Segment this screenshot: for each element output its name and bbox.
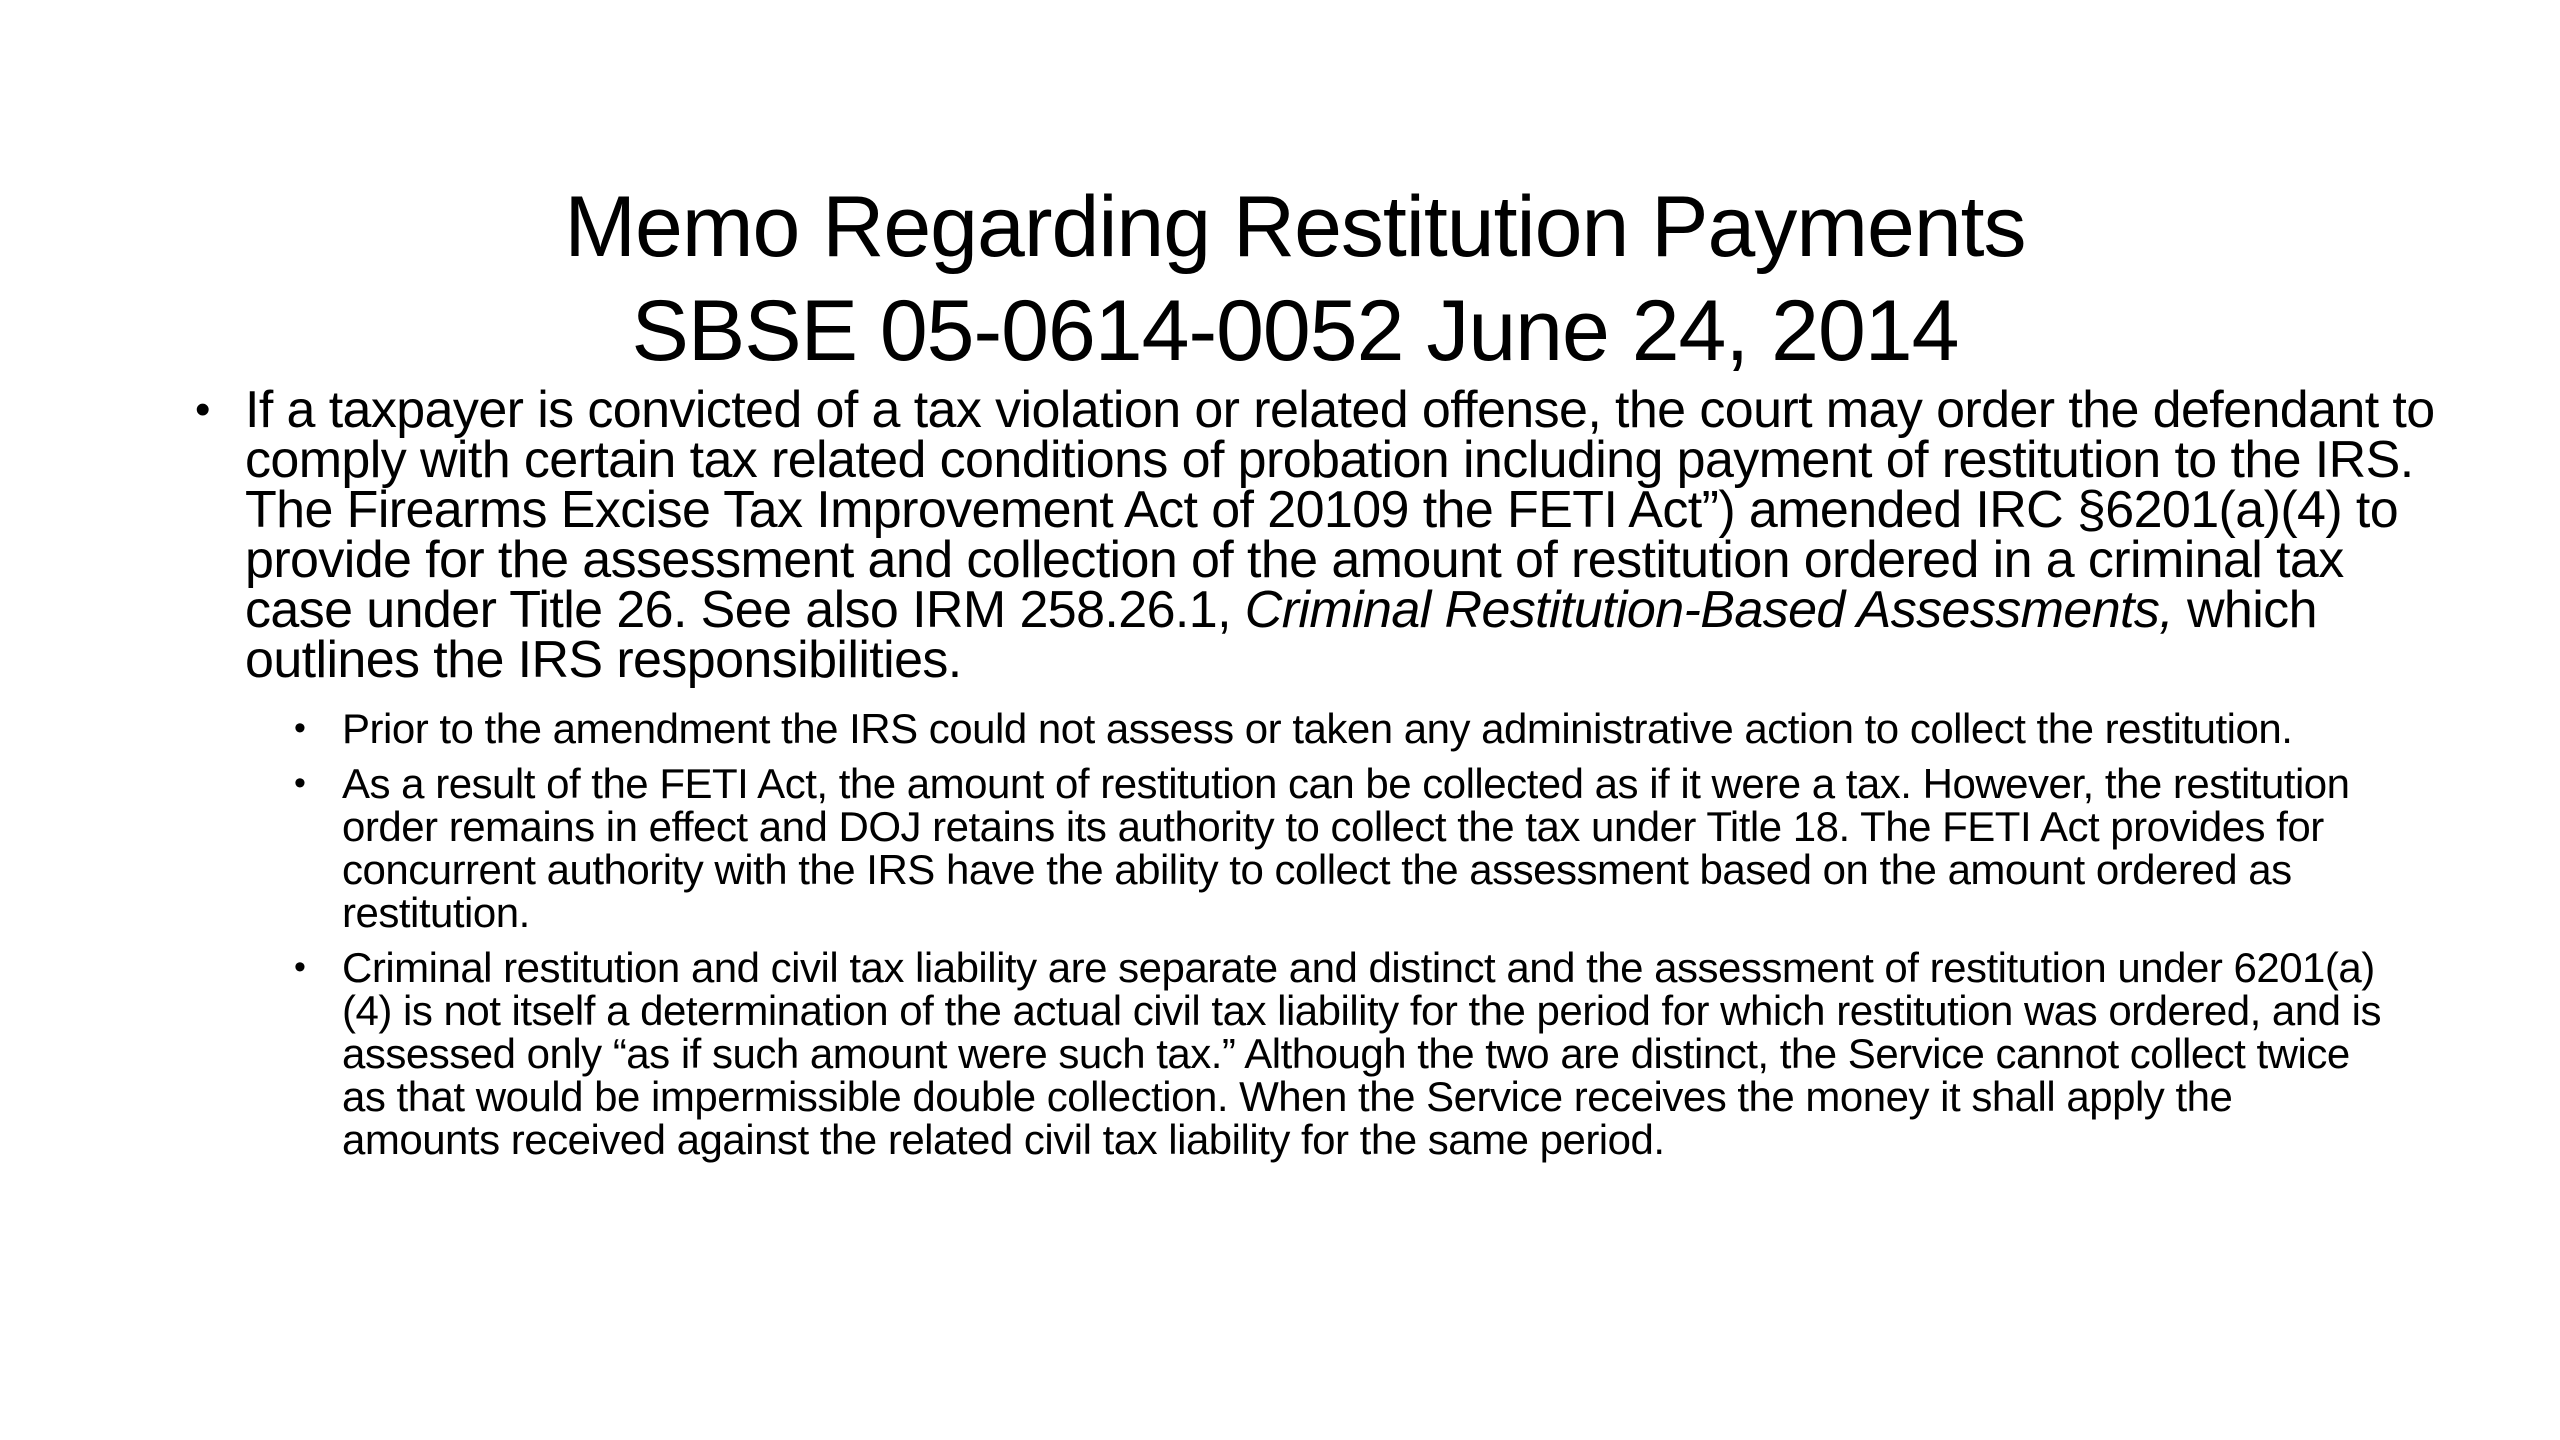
sub-bullet-3 bbox=[294, 944, 2382, 1163]
main-bullet-text: If a taxpayer is convicted of a tax violation or related offense, the court may order the defendant to comply with certain tax related conditions of probation including payment of restitution to the IRS. The Firearms Excise Tax Improvement Act of 20109 the FETI Act”) amended IRC §6201(a)(4) to provide for the assessment and collection of the amount of restitution ordered in a criminal tax case under Title 26. See also IRM 258.26.1, bbox=[245, 381, 2435, 639]
sub-bullet-text: As a result of the FETI Act, the amount of restitution can be collected as if it were a tax. However, the restitution order remains in effect and DOJ retains its authority to collect the tax under Title 18. The FETI Act provides for concurrent authority with the IRS have the ability to collect the assessment based on the amount ordered as restitution. bbox=[342, 760, 2350, 936]
sub-bullet-1 bbox=[294, 705, 2382, 752]
title-line-1: Memo Regarding Restitution Payments bbox=[564, 179, 2026, 275]
bullet-icon: • bbox=[294, 764, 306, 802]
main-bullet-text-end: which outlines the IRS responsibilities. bbox=[245, 581, 2317, 689]
main-bullet bbox=[195, 381, 2445, 689]
slide-body bbox=[0, 381, 2560, 1163]
bullet-icon: • bbox=[294, 948, 306, 986]
main-bullet-italic-title: Criminal Restitution-Based Assessments, bbox=[1244, 581, 2174, 639]
sub-bullet-text: Criminal restitution and civil tax liability are separate and distinct and the assessment of restitution under 6201(a)(4) is not itself a determination of the actual civil tax liability for the period for which restitution was ordered, and is assessed only “as if such amount were such tax.” Although the two are distinct, the Service cannot collect twice as that would be impermissible double collection. When the Service receives the money it shall apply the amounts received against the related civil tax liability for the same period. bbox=[342, 944, 2382, 1163]
sub-bullet-text: Prior to the amendment the IRS could not assess or taken any administrative action to collect the restitution. bbox=[342, 705, 2293, 752]
sub-bullet-2 bbox=[294, 760, 2382, 936]
title-line-2: SBSE 05-0614-0052 June 24, 2014 bbox=[631, 283, 1959, 379]
bullet-icon: • bbox=[195, 385, 210, 434]
bullet-icon: • bbox=[294, 709, 306, 747]
slide-title bbox=[180, 175, 2410, 383]
